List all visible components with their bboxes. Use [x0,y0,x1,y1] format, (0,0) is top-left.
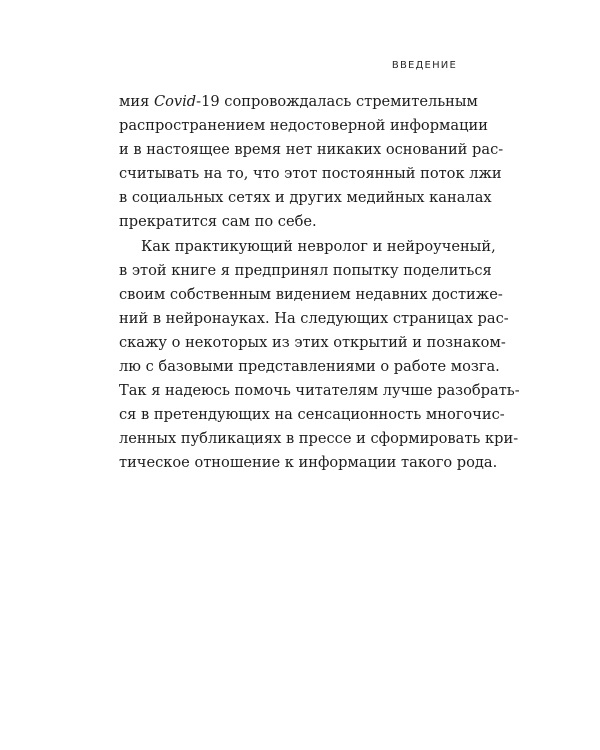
text-line: в социальных сетях и других медийных каналах [119,189,492,207]
text-fragment: -19 сопровождалась стремительным [196,93,478,110]
text-line: лю с базовыми представлениями о работе мозга. [119,358,500,376]
body-text [119,90,520,476]
text-line [119,90,478,114]
text-line: Так я надеюсь помочь читателям лучше разобрать- [119,382,520,400]
text-line: Как практикующий невролог и нейроученый, [141,237,496,255]
text-line: скажу о некоторых из этих открытий и познаком- [119,333,506,351]
text-line: ся в претендующих на сенсационность многочис- [119,406,505,424]
text-line: считывать на то, что этот постоянный поток лжи [119,165,502,183]
running-header: ВВЕДЕНИЕ [391,60,457,71]
text-line: в этой книге я предпринял попытку поделиться [119,261,492,279]
text-line: ленных публикациях в прессе и сформировать кри- [119,430,519,448]
paragraph-2 [119,235,520,476]
text-fragment: мия [119,93,154,110]
paragraph-1 [119,90,504,235]
text-line: распространением недостоверной информации [119,117,488,135]
italic-term: Covid [153,93,197,110]
text-line: прекратится сам по себе. [119,213,317,231]
text-line: и в настоящее время нет никаких оснований рас- [119,141,504,159]
text-line: своим собственным видением недавних достиже- [119,285,503,303]
text-line: тическое отношение к информации такого рода. [119,454,498,472]
text-line: ний в нейронауках. На следующих страницах рас- [119,309,509,327]
